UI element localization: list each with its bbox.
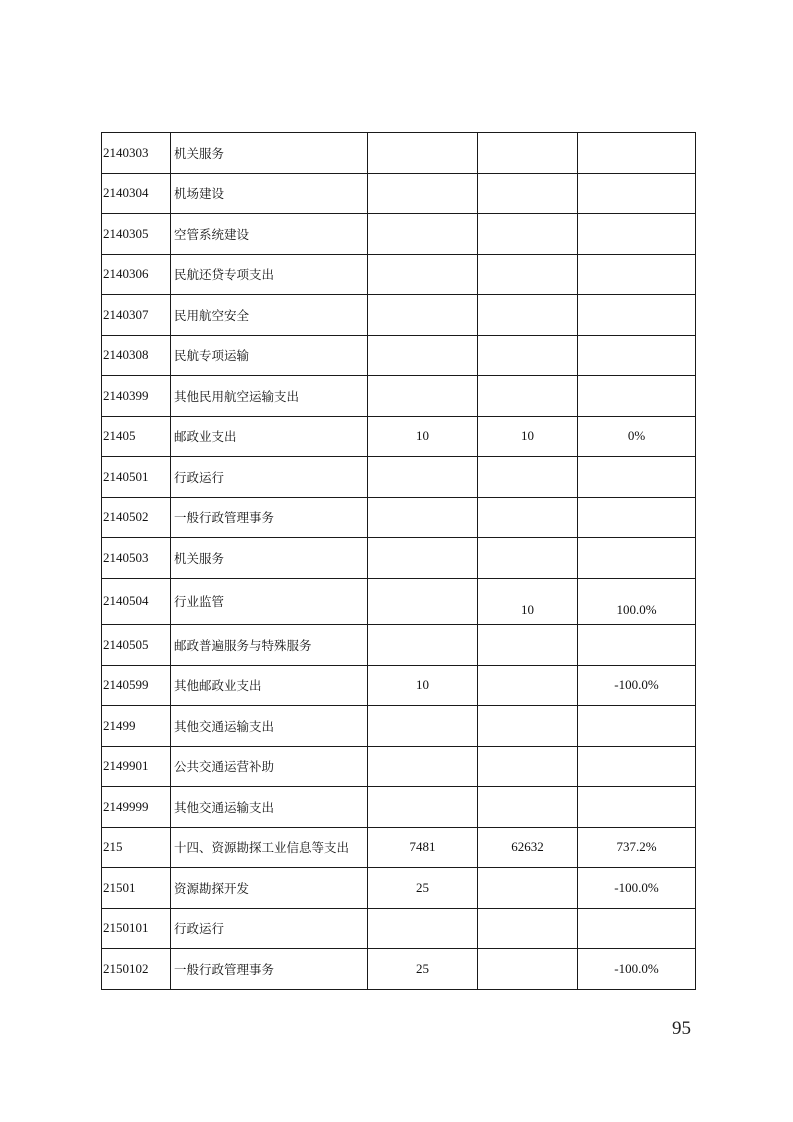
row-code: 2140504 xyxy=(102,578,171,625)
row-code: 2149901 xyxy=(102,746,171,787)
row-current-value xyxy=(478,665,578,706)
row-name: 一般行政管理事务 xyxy=(171,497,368,538)
row-change-percent xyxy=(578,214,696,255)
row-prior-value: 25 xyxy=(368,949,478,990)
row-current-value xyxy=(478,214,578,255)
row-change-percent xyxy=(578,335,696,376)
row-prior-value: 25 xyxy=(368,868,478,909)
row-current-value xyxy=(478,254,578,295)
table-row xyxy=(102,706,696,747)
row-change-percent xyxy=(578,787,696,828)
row-change-percent xyxy=(578,295,696,336)
row-change-percent: -100.0% xyxy=(578,868,696,909)
row-current-value xyxy=(478,335,578,376)
row-code: 2140306 xyxy=(102,254,171,295)
row-current-value xyxy=(478,173,578,214)
row-current-value xyxy=(478,787,578,828)
row-prior-value xyxy=(368,254,478,295)
row-change-percent xyxy=(578,497,696,538)
row-change-percent xyxy=(578,133,696,174)
row-code: 215 xyxy=(102,827,171,868)
row-prior-value xyxy=(368,787,478,828)
row-prior-value xyxy=(368,578,478,625)
table-row xyxy=(102,538,696,579)
table-row xyxy=(102,746,696,787)
row-name: 机关服务 xyxy=(171,538,368,579)
row-change-percent: -100.0% xyxy=(578,665,696,706)
row-code: 2140599 xyxy=(102,665,171,706)
row-code: 21501 xyxy=(102,868,171,909)
row-name: 民航还贷专项支出 xyxy=(171,254,368,295)
row-current-value xyxy=(478,908,578,949)
table-row xyxy=(102,908,696,949)
row-change-percent xyxy=(578,706,696,747)
row-prior-value xyxy=(368,706,478,747)
row-name: 空管系统建设 xyxy=(171,214,368,255)
row-current-value: 62632 xyxy=(478,827,578,868)
row-prior-value xyxy=(368,376,478,417)
row-name: 资源勘探开发 xyxy=(171,868,368,909)
table-row xyxy=(102,787,696,828)
row-current-value xyxy=(478,949,578,990)
row-change-percent xyxy=(578,538,696,579)
table-row xyxy=(102,254,696,295)
row-prior-value xyxy=(368,538,478,579)
table-row xyxy=(102,665,696,706)
table-row xyxy=(102,949,696,990)
budget-table xyxy=(101,132,696,990)
row-change-percent xyxy=(578,625,696,666)
row-change-percent: -100.0% xyxy=(578,949,696,990)
row-current-value xyxy=(478,457,578,498)
row-code: 2140501 xyxy=(102,457,171,498)
row-current-value xyxy=(478,497,578,538)
table-row xyxy=(102,457,696,498)
row-prior-value xyxy=(368,295,478,336)
row-name: 机场建设 xyxy=(171,173,368,214)
row-current-value xyxy=(478,538,578,579)
row-name: 公共交通运营补助 xyxy=(171,746,368,787)
row-current-value: 10 xyxy=(478,416,578,457)
row-code: 2140307 xyxy=(102,295,171,336)
row-current-value xyxy=(478,376,578,417)
row-code: 2140505 xyxy=(102,625,171,666)
row-prior-value xyxy=(368,335,478,376)
table-row xyxy=(102,335,696,376)
row-current-value xyxy=(478,133,578,174)
row-change-percent xyxy=(578,173,696,214)
row-name: 邮政普遍服务与特殊服务 xyxy=(171,625,368,666)
row-current-value xyxy=(478,868,578,909)
row-prior-value: 10 xyxy=(368,416,478,457)
row-code: 2140303 xyxy=(102,133,171,174)
row-current-value: 10 xyxy=(478,578,578,625)
row-code: 21499 xyxy=(102,706,171,747)
table-row xyxy=(102,578,696,625)
row-change-percent xyxy=(578,376,696,417)
table-row xyxy=(102,827,696,868)
row-change-percent: 0% xyxy=(578,416,696,457)
row-current-value xyxy=(478,295,578,336)
row-code: 2140502 xyxy=(102,497,171,538)
row-name: 机关服务 xyxy=(171,133,368,174)
row-prior-value xyxy=(368,133,478,174)
row-change-percent xyxy=(578,254,696,295)
row-change-percent xyxy=(578,746,696,787)
row-prior-value xyxy=(368,497,478,538)
row-current-value xyxy=(478,706,578,747)
row-code: 2150102 xyxy=(102,949,171,990)
row-prior-value: 10 xyxy=(368,665,478,706)
row-name: 行政运行 xyxy=(171,457,368,498)
row-name: 行业监管 xyxy=(171,578,368,625)
row-prior-value xyxy=(368,625,478,666)
row-name: 其他交通运输支出 xyxy=(171,706,368,747)
row-code: 2149999 xyxy=(102,787,171,828)
row-current-value xyxy=(478,746,578,787)
row-name: 一般行政管理事务 xyxy=(171,949,368,990)
table-row xyxy=(102,295,696,336)
row-code: 2150101 xyxy=(102,908,171,949)
table-row xyxy=(102,868,696,909)
row-prior-value xyxy=(368,908,478,949)
table-row xyxy=(102,497,696,538)
row-name: 十四、资源勘探工业信息等支出 xyxy=(171,827,368,868)
row-name: 其他交通运输支出 xyxy=(171,787,368,828)
row-name: 邮政业支出 xyxy=(171,416,368,457)
row-name: 行政运行 xyxy=(171,908,368,949)
table-row xyxy=(102,376,696,417)
row-prior-value: 7481 xyxy=(368,827,478,868)
row-code: 21405 xyxy=(102,416,171,457)
table-row xyxy=(102,133,696,174)
row-name: 其他邮政业支出 xyxy=(171,665,368,706)
row-name: 民用航空安全 xyxy=(171,295,368,336)
row-prior-value xyxy=(368,457,478,498)
table-body xyxy=(102,133,696,990)
page-number: 95 xyxy=(672,1018,691,1039)
row-prior-value xyxy=(368,214,478,255)
row-change-percent xyxy=(578,908,696,949)
row-prior-value xyxy=(368,746,478,787)
row-prior-value xyxy=(368,173,478,214)
table-row xyxy=(102,625,696,666)
row-code: 2140305 xyxy=(102,214,171,255)
row-current-value xyxy=(478,625,578,666)
row-code: 2140399 xyxy=(102,376,171,417)
row-code: 2140503 xyxy=(102,538,171,579)
table-row xyxy=(102,214,696,255)
table-row xyxy=(102,416,696,457)
row-code: 2140308 xyxy=(102,335,171,376)
row-change-percent xyxy=(578,457,696,498)
row-name: 其他民用航空运输支出 xyxy=(171,376,368,417)
row-code: 2140304 xyxy=(102,173,171,214)
row-name: 民航专项运输 xyxy=(171,335,368,376)
row-change-percent: 100.0% xyxy=(578,578,696,625)
row-change-percent: 737.2% xyxy=(578,827,696,868)
table-row xyxy=(102,173,696,214)
